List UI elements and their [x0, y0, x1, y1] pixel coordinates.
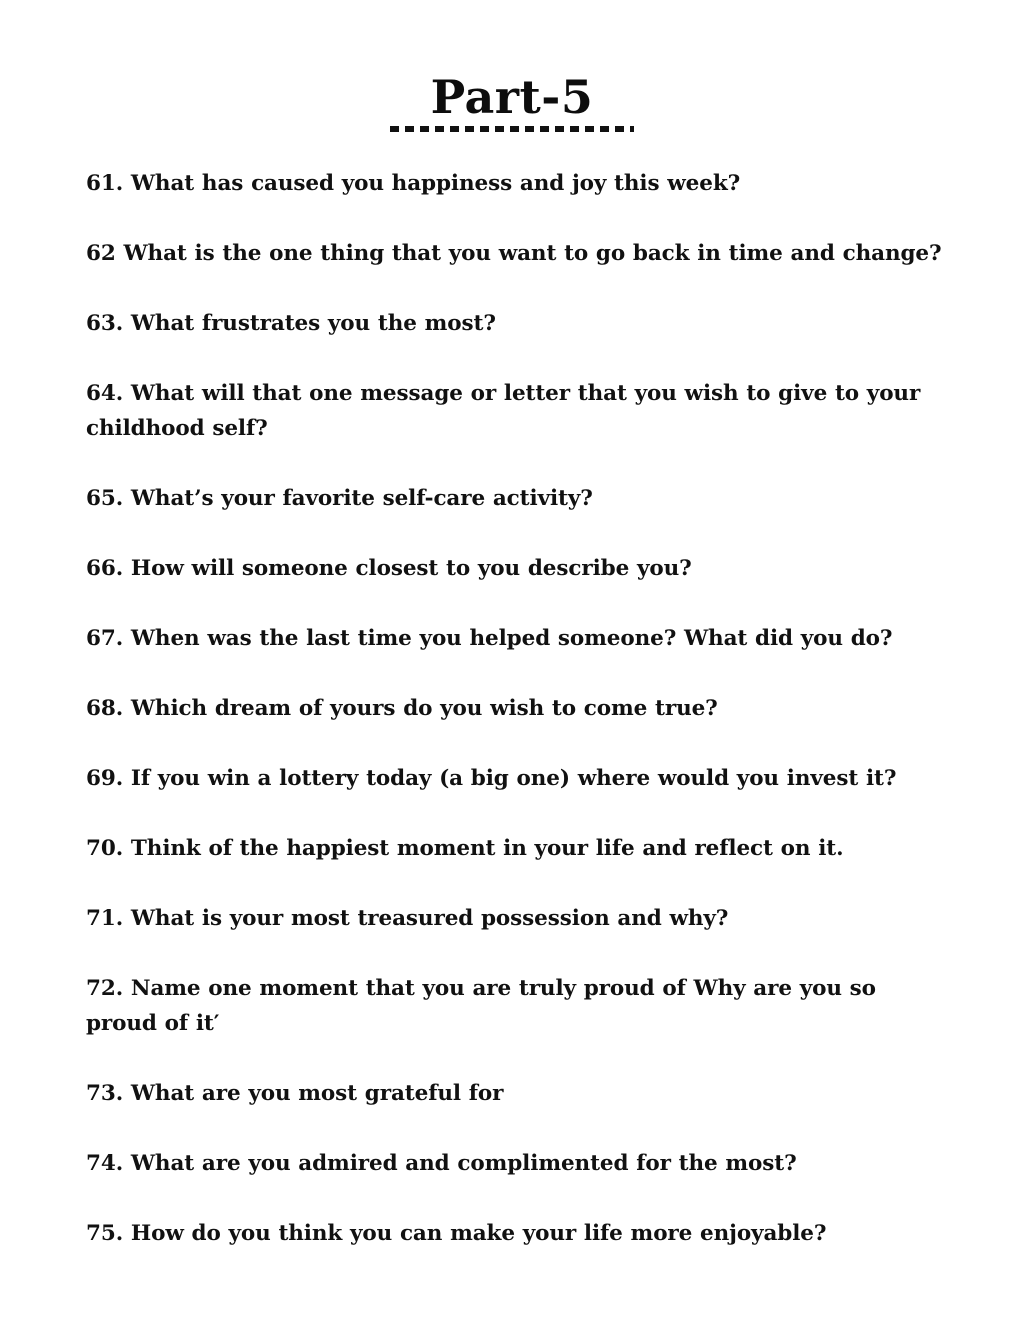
- list-item: 69. If you win a lottery today (a big one) where would you invest it?: [86, 766, 897, 791]
- list-item: 67. When was the last time you helped someone? What did you do?: [86, 626, 893, 651]
- question-list: [86, 166, 944, 1251]
- list-item: 74. What are you admired and complimented for the most?: [86, 1151, 797, 1176]
- list-item: 72. Name one moment that you are truly proud of Why are you so proud of it′: [86, 976, 876, 1036]
- list-item: 63. What frustrates you the most?: [86, 311, 496, 336]
- page-title: Part-5: [430, 70, 594, 124]
- list-item: 70. Think of the happiest moment in your life and reflect on it.: [86, 836, 844, 861]
- title-divider-dashed-line: [390, 126, 634, 132]
- list-item: 68. Which dream of yours do you wish to come true?: [86, 696, 718, 721]
- list-item: 75. How do you think you can make your life more enjoyable?: [86, 1221, 827, 1246]
- list-item: 65. What’s your favorite self-care activity?: [86, 486, 593, 511]
- list-item: 73. What are you most grateful for: [86, 1081, 504, 1106]
- list-item: 66. How will someone closest to you describe you?: [86, 556, 692, 581]
- list-item: 62 What is the one thing that you want to go back in time and change?: [86, 241, 942, 266]
- title-block: [0, 0, 1024, 132]
- list-item: 61. What has caused you happiness and joy this week?: [86, 171, 741, 196]
- list-item: 71. What is your most treasured possession and why?: [86, 906, 729, 931]
- list-item: 64. What will that one message or letter that you wish to give to your childhood self?: [86, 381, 921, 441]
